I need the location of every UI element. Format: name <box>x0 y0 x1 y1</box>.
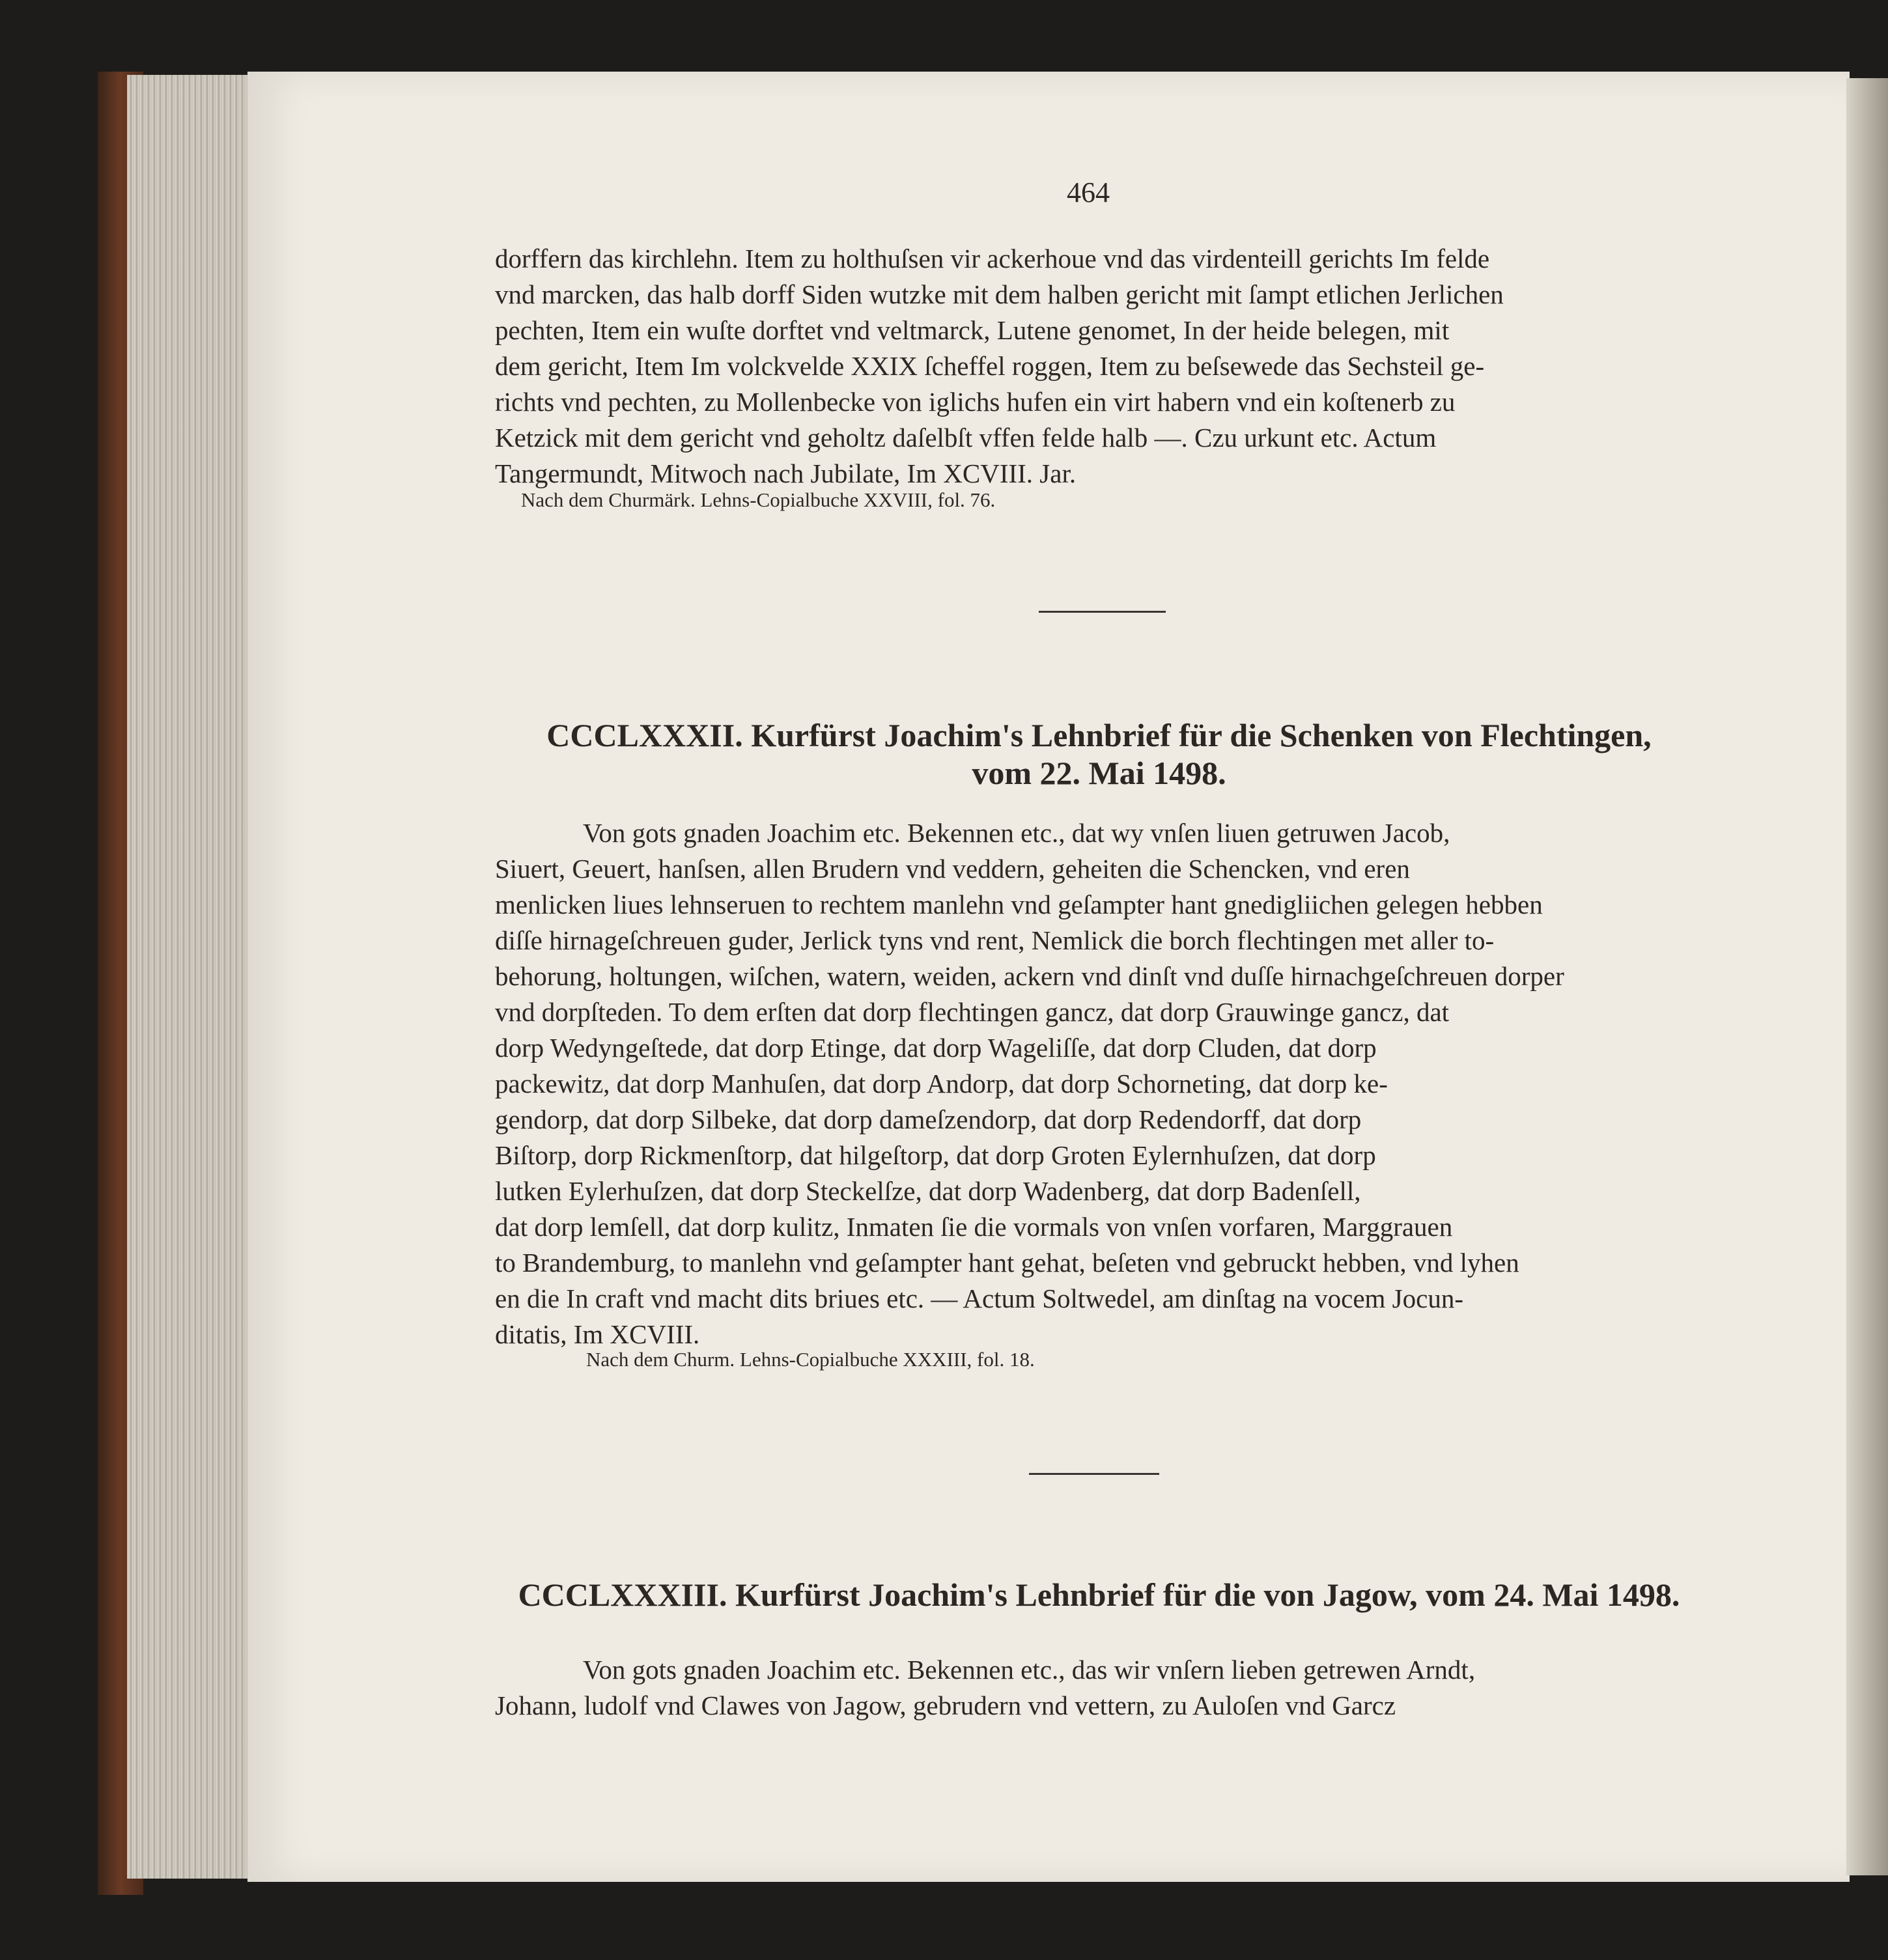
text-line: vnd dorpſteden. To dem erſten dat dorp flechtingen gancz, dat dorp Grauwinge gancz, dat <box>495 997 1450 1027</box>
text-line: menlicken liues lehnseruen to rechtem manlehn vnd geſampter hant gnedigliichen gelegen hebben <box>495 889 1543 919</box>
section-heading <box>495 716 1703 792</box>
text-line: to Brandemburg, to manlehn vnd geſampter hant gehat, beſeten vnd gebruckt hebben, vnd lyhen <box>495 1248 1519 1278</box>
text-line: dem gericht, Item Im volckvelde XXIX ſcheffel roggen, Item zu beſsewede das Sechsteil ge- <box>495 351 1485 381</box>
text-line: packewitz, dat dorp Manhuſen, dat dorp Andorp, dat dorp Schorneting, dat dorp ke- <box>495 1069 1388 1099</box>
text-line: Tangermundt, Mitwoch nach Jubilate, Im XCVIII. Jar. <box>495 458 1077 488</box>
heading-line: CCCLXXXIII. Kurfürst Joachim's Lehnbrief für die von Jagow, vom 24. Mai 1498. <box>518 1576 1680 1613</box>
section2-body <box>495 815 1703 1352</box>
text-line: dorffern das kirchlehn. Item zu holthuſsen vir ackerhoue vnd das virdenteill gerichts Im felde <box>495 244 1490 273</box>
text-line: ditatis, Im XCVIII. <box>495 1319 700 1349</box>
text-line: lutken Eylerhuſzen, dat dorp Steckelſze, dat dorp Wadenberg, dat dorp Badenſell, <box>495 1176 1361 1206</box>
text-line: dorp Wedyngeſtede, dat dorp Etinge, dat dorp Wageliſſe, dat dorp Cluden, dat dorp <box>495 1033 1377 1063</box>
page-number: 464 <box>1067 176 1110 208</box>
source-note: Nach dem Churm. Lehns-Copialbuche XXXIII, fol. 18. <box>586 1348 1035 1371</box>
text-line: diſſe hirnageſchreuen guder, Jerlick tyns vnd rent, Nemlick die borch flechtingen met aller to- <box>495 925 1495 955</box>
text-line: gendorp, dat dorp Silbeke, dat dorp dameſzendorp, dat dorp Redendorff, dat dorp <box>495 1104 1362 1134</box>
heading-line: CCCLXXXII. Kurfürst Joachim's Lehnbrief für die Schenken von Flechtingen, <box>546 717 1652 753</box>
text-line: Siuert, Geuert, hanſsen, allen Brudern vnd veddern, geheiten die Schencken, vnd eren <box>495 854 1410 884</box>
section-divider <box>1039 611 1166 613</box>
text-line: en die In craft vnd macht dits briues etc. — Actum Soltwedel, am dinſtag na vocem Jocun- <box>495 1283 1463 1313</box>
section1-body <box>495 241 1703 492</box>
text-line: Von gots gnaden Joachim etc. Bekennen etc., das wir vnſern lieben getrewen Arndt, <box>583 1655 1476 1685</box>
source-note: Nach dem Churmärk. Lehns-Copialbuche XXVIII, fol. 76. <box>521 488 996 511</box>
text-line: Johann, ludolf vnd Clawes von Jagow, gebrudern vnd vettern, zu Auloſen vnd Garcz <box>495 1690 1396 1720</box>
facing-page-edge <box>1846 78 1888 1875</box>
text-line: dat dorp lemſell, dat dorp kulitz, Inmaten ſie die vormals von vnſen vorfaren, Marggrauen <box>495 1212 1453 1242</box>
text-line: Biſtorp, dorp Rickmenſtorp, dat hilgeſtorp, dat dorp Groten Eylernhuſzen, dat dorp <box>495 1140 1376 1170</box>
heading-line: vom 22. Mai 1498. <box>972 755 1226 791</box>
text-line: Von gots gnaden Joachim etc. Bekennen etc., dat wy vnſen liuen getruwen Jacob, <box>583 818 1450 848</box>
text-line: richts vnd pechten, zu Mollenbecke von iglichs hufen ein virt habern vnd ein koſtenerb zu <box>495 387 1456 417</box>
section3-body <box>495 1652 1703 1724</box>
text-line: behorung, holtungen, wiſchen, watern, weiden, ackern vnd dinſt vnd duſſe hirnachgeſchreuen dorper <box>495 961 1564 991</box>
page-edges <box>127 75 257 1879</box>
section-divider <box>1029 1473 1159 1475</box>
section-heading <box>495 1576 1703 1614</box>
text-line: Ketzick mit dem gericht vnd geholtz daſelbſt vffen felde halb —. Czu urkunt etc. Actum <box>495 423 1437 453</box>
text-line: pechten, Item ein wuſte dorftet vnd veltmarck, Lutene genomet, In der heide belegen, mit <box>495 315 1450 345</box>
text-line: vnd marcken, das halb dorff Siden wutzke mit dem halben gericht mit ſampt etlichen Jerlichen <box>495 279 1504 309</box>
